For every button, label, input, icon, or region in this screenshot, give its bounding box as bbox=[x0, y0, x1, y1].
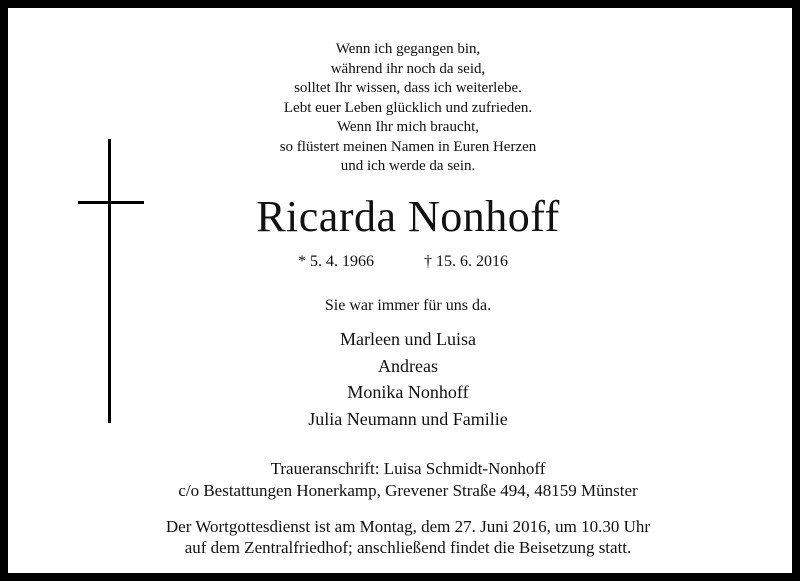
poem-line: Wenn Ihr mich braucht, bbox=[336, 119, 480, 135]
poem-line: Lebt euer Leben glücklich und zufrieden. bbox=[283, 99, 533, 116]
poem-line: und ich werde da sein. bbox=[340, 158, 476, 174]
poem bbox=[8, 40, 800, 177]
service-info bbox=[8, 516, 800, 558]
address-line: Traueranschrift: Luisa Schmidt-Nonhoff bbox=[270, 459, 546, 478]
mourner: Marleen und Luisa bbox=[340, 329, 476, 349]
death-date: † 15. 6. 2016 bbox=[424, 253, 508, 270]
mourners-list bbox=[8, 326, 800, 432]
service-line: auf dem Zentralfriedhof; anschließend findet die Beisetzung statt. bbox=[184, 538, 632, 557]
poem-line: so flüstert meinen Namen in Euren Herzen bbox=[279, 138, 537, 155]
tribute-phrase: Sie war immer für uns da. bbox=[324, 297, 492, 314]
deceased-name: Ricarda Nonhoff bbox=[256, 192, 560, 241]
mourning-address bbox=[8, 458, 800, 502]
poem-line: Wenn ich gegangen bin, bbox=[335, 41, 481, 57]
poem-line: solltet Ihr wissen, dass ich weiterlebe. bbox=[294, 80, 522, 96]
poem-line: während ihr noch da seid, bbox=[330, 60, 486, 77]
address-line: c/o Bestattungen Honerkamp, Grevener Straße 494, 48159 Münster bbox=[178, 481, 638, 500]
birth-date: * 5. 4. 1966 bbox=[298, 253, 374, 270]
mourner: Andreas bbox=[378, 355, 438, 376]
service-line: Der Wortgottesdienst ist am Montag, dem 27. Juni 2016, um 10.30 Uhr bbox=[165, 517, 651, 536]
mourner: Julia Neumann und Familie bbox=[308, 408, 508, 429]
mourner: Monika Nonhoff bbox=[347, 382, 469, 402]
